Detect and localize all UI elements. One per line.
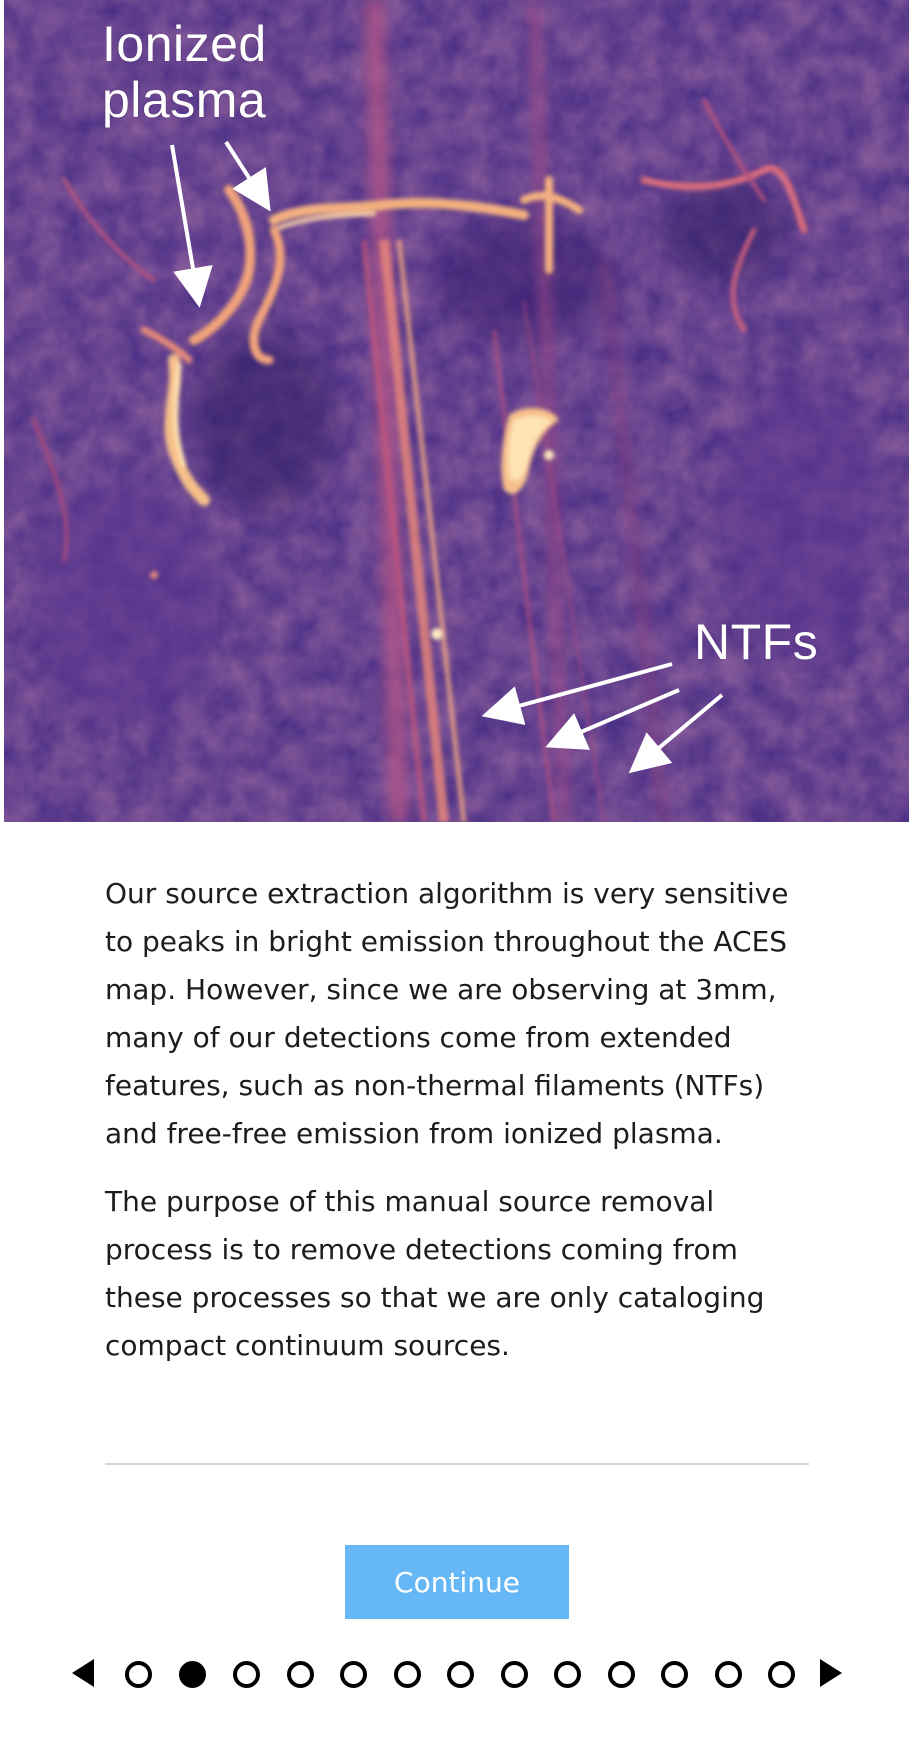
pager-dot-8[interactable] <box>501 1661 528 1688</box>
triangle-left-icon[interactable] <box>72 1659 94 1687</box>
aces-map-image <box>4 0 909 822</box>
pager-dot-2[interactable] <box>179 1661 206 1688</box>
pager-dot-7[interactable] <box>447 1661 474 1688</box>
pager-dot-12[interactable] <box>715 1661 742 1688</box>
ionized-plasma-label <box>102 16 267 128</box>
content-divider <box>105 1463 809 1465</box>
pager-dot-10[interactable] <box>608 1661 635 1688</box>
pager-dot-9[interactable] <box>554 1661 581 1688</box>
tutorial-paragraph-1: Our source extraction algorithm is very sensitive to peaks in bright emission throughout the ACES map. However, since we are observing at 3mm, many of our detections come from extended features, such as non-thermal filaments (NTFs) and free-free emission from ionized plasma. <box>105 877 789 1150</box>
continue-button[interactable]: Continue <box>345 1545 569 1619</box>
pager-dot-13[interactable] <box>768 1661 795 1688</box>
pager-dot-6[interactable] <box>394 1661 421 1688</box>
ionized-plasma-label-line2: plasma <box>102 72 267 128</box>
triangle-right-icon[interactable] <box>820 1659 842 1687</box>
pager-dot-1[interactable] <box>125 1661 152 1688</box>
tutorial-paragraph-2: The purpose of this manual source removal process is to remove detections coming from these processes so that we are only cataloging compact continuum sources. <box>105 1185 765 1362</box>
ntfs-label: NTFs <box>694 614 819 670</box>
pager-dot-11[interactable] <box>661 1661 688 1688</box>
step-pager <box>60 1650 860 1700</box>
pager-dot-4[interactable] <box>287 1661 314 1688</box>
pager-dot-5[interactable] <box>340 1661 367 1688</box>
tutorial-text <box>105 870 810 1390</box>
ionized-plasma-label-line1: Ionized <box>102 16 267 72</box>
pager-dot-3[interactable] <box>233 1661 260 1688</box>
